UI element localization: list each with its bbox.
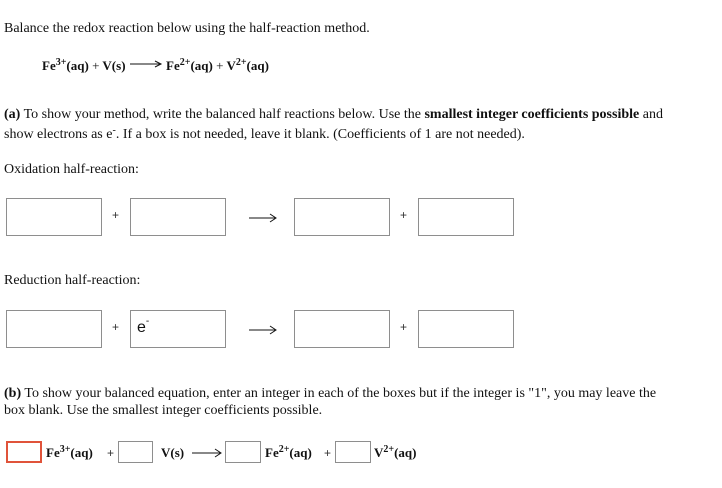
plus-sign: + [92,58,100,73]
product-fe: Fe [166,58,180,73]
reactant-fe: Fe [42,58,56,73]
part-a-line2-pre: show electrons as e [4,127,113,142]
product-v-charge: 2+ [235,57,247,68]
intro-text: Balance the redox reaction below using the half-reaction method. [4,21,370,36]
reactant-fe-state: (aq) [66,58,89,73]
part-a-text1: To show your method, write the balanced half reactions below. Use the [20,107,425,122]
balanced-fe2: $Fe^{2+}(aq)$ [265,444,312,460]
reactant-fe-charge: 3+ [55,57,67,68]
reduction-electron-box[interactable] [130,310,226,348]
oxidation-plus-2: + [400,208,408,222]
reduction-arrow-icon [248,325,278,335]
balanced-v2: $V^{2+}(aq)$ [374,444,417,460]
electron-sup: - [112,125,116,136]
coefficient-box-fe2[interactable] [225,441,261,463]
part-a-text2: and [639,107,663,122]
reduction-product-box-1[interactable] [294,310,390,348]
oxidation-reactant-box-2[interactable] [130,198,226,236]
coefficient-box-fe3[interactable] [6,441,42,463]
electron-value: e- [137,316,150,336]
reaction-arrow-icon [129,60,163,68]
main-equation [42,58,269,74]
reduction-plus-1: + [112,320,120,334]
balanced-plus-2: + [324,446,332,460]
part-b-line1 [4,386,656,402]
part-b-label: (b) [4,386,22,401]
coefficient-box-v[interactable] [118,441,153,463]
oxidation-arrow-icon [248,213,278,223]
part-a-bold-phrase: smallest integer coefficients possible [424,107,640,122]
part-b-line2: box blank. Use the smallest integer coefficients possible. [4,403,323,418]
balanced-plus-1: + [107,446,115,460]
oxidation-label: Oxidation half-reaction: [4,162,139,177]
part-a-label: (a) [4,107,21,122]
reduction-product-box-2[interactable] [418,310,514,348]
product-v: V [226,58,236,73]
reduction-label: Reduction half-reaction: [4,273,141,288]
part-a-line2-post: . If a box is not needed, leave it blank. (Coefficients of 1 are not needed). [115,127,525,142]
oxidation-plus-1: + [112,208,120,222]
balanced-arrow-icon [191,448,223,458]
oxidation-product-box-1[interactable] [294,198,390,236]
part-a-line2 [4,127,525,143]
coefficient-box-v2[interactable] [335,441,371,463]
reactant-v: V(s) [102,58,126,73]
product-fe-charge: 2+ [179,57,191,68]
oxidation-reactant-box-1[interactable] [6,198,102,236]
oxidation-product-box-2[interactable] [418,198,514,236]
plus-sign: + [216,58,224,73]
product-v-state: (aq) [246,58,269,73]
balanced-fe3: $Fe^{3+}(aq)$ [46,444,93,460]
product-fe-state: (aq) [190,58,213,73]
balanced-v: V(s) [161,445,185,460]
part-a-line1 [4,107,663,123]
reduction-plus-2: + [400,320,408,334]
part-b-text1: To show your balanced equation, enter an integer in each of the boxes but if the integer is "1", you may leave the [21,386,657,401]
reduction-reactant-box-1[interactable] [6,310,102,348]
